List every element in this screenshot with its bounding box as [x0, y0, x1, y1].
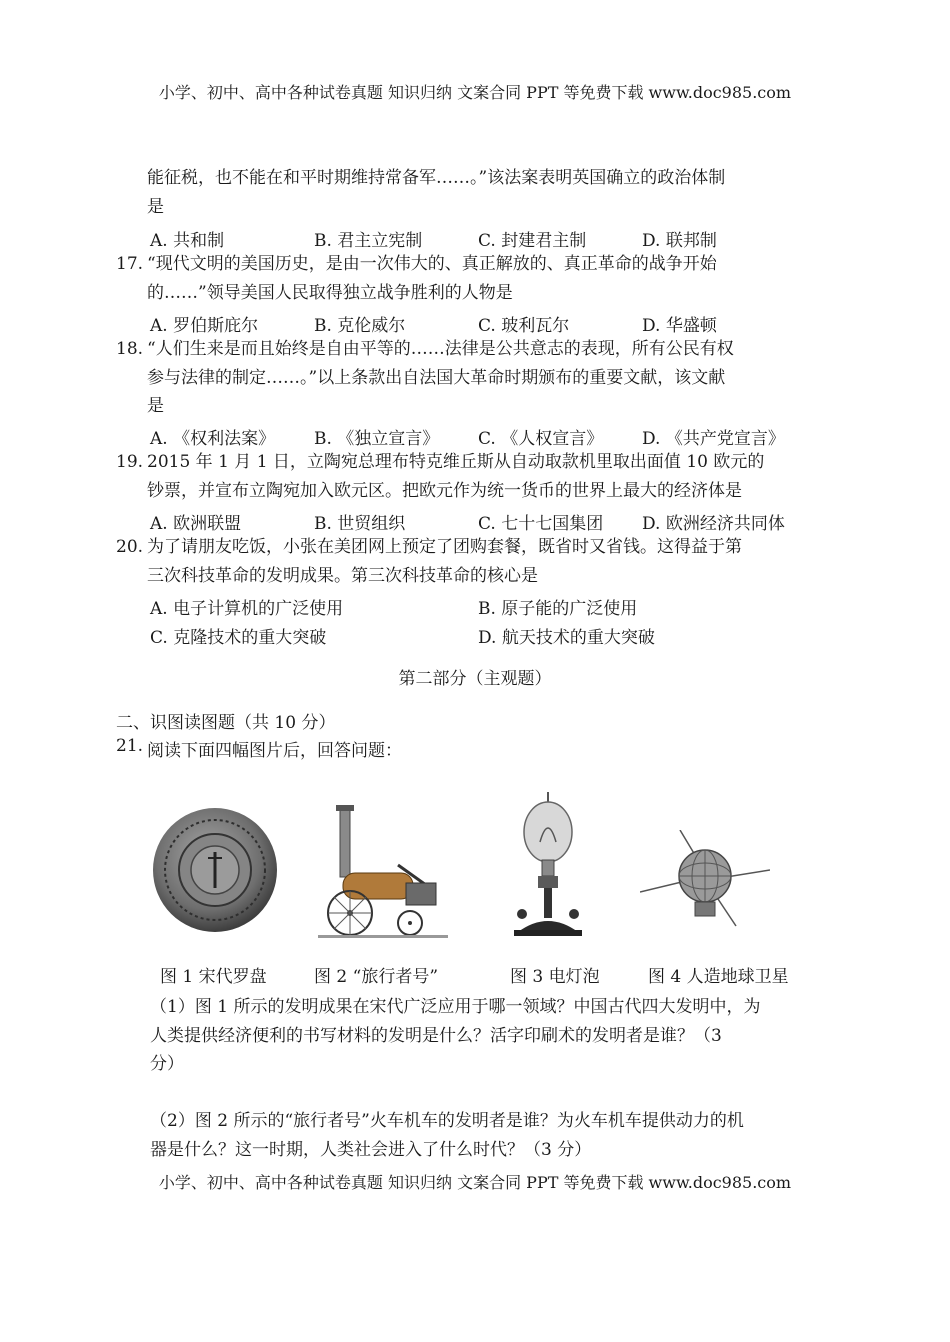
q17-option-d: D. 华盛顿	[642, 316, 717, 336]
q21-intro: 阅读下面四幅图片后，回答问题：	[147, 741, 402, 761]
q21-sub1-line2: 人类提供经济便利的书写材料的发明是什么？活字印刷术的发明者是谁？（3	[150, 1026, 722, 1046]
q16-option-b: B. 君主立宪制	[314, 231, 423, 251]
q17-line1: “现代文明的美国历史，是由一次伟大的、真正解放的、真正革命的战争开始	[147, 254, 717, 274]
q21-sub1-line1: （1）图 1 所示的发明成果在宋代广泛应用于哪一领域？中国古代四大发明中，为	[150, 997, 761, 1017]
q18-number: 18.	[116, 339, 144, 359]
q20-option-d: D. 航天技术的重大突破	[478, 628, 655, 648]
q18-option-c: C. 《人权宣言》	[478, 429, 604, 449]
q16-option-c: C. 封建君主制	[478, 231, 587, 251]
q17-line2: 的……”领导美国人民取得独立战争胜利的人物是	[147, 283, 513, 303]
q17-option-c: C. 玻利瓦尔	[478, 316, 570, 336]
q20-option-b: B. 原子能的广泛使用	[478, 599, 638, 619]
q18-option-a: A. 《权利法案》	[150, 429, 276, 449]
q16-line1: 能征税，也不能在和平时期维持常备军……。”该法案表明英国确立的政治体制	[147, 168, 726, 188]
figure3-caption: 图 3 电灯泡	[510, 967, 600, 987]
q17-option-b: B. 克伦威尔	[314, 316, 406, 336]
q17-option-a: A. 罗伯斯庇尔	[150, 316, 259, 336]
q19-option-d: D. 欧洲经济共同体	[642, 514, 785, 534]
q18-line2: 参与法律的制定……。”以上条款出自法国大革命时期颁布的重要文献，该文献	[147, 368, 726, 388]
q18-option-b: B. 《独立宣言》	[314, 429, 440, 449]
q18-option-d: D. 《共产党宣言》	[642, 429, 785, 449]
q19-option-c: C. 七十七国集团	[478, 514, 604, 534]
q21-sub2-line2: 器是什么？这一时期，人类社会进入了什么时代？（3 分）	[150, 1140, 592, 1160]
q16-option-a: A. 共和制	[150, 231, 225, 251]
q19-line1: 2015 年 1 月 1 日，立陶宛总理布特克维丘斯从自动取款机里取出面值 10 欧元的	[147, 452, 765, 472]
page-footer: 小学、初中、高中各种试卷真题 知识归纳 文案合同 PPT 等免费下载 www.doc985.com	[158, 1173, 792, 1192]
rocket-locomotive-image	[318, 805, 448, 940]
q20-option-a: A. 电子计算机的广泛使用	[150, 599, 344, 619]
q21-number: 21.	[116, 736, 144, 756]
q21-sub2-line1: （2）图 2 所示的“旅行者号”火车机车的发明者是谁？为火车机车提供动力的机	[150, 1111, 744, 1131]
q16-option-d: D. 联邦制	[642, 231, 717, 251]
q18-line3: 是	[147, 396, 164, 416]
section2-title: 二、识图读图题（共 10 分）	[116, 713, 336, 733]
q16-line2: 是	[147, 197, 164, 217]
q17-number: 17.	[116, 254, 144, 274]
q20-line1: 为了请朋友吃饭，小张在美团网上预定了团购套餐，既省时又省钱。这得益于第	[147, 537, 742, 557]
page-header: 小学、初中、高中各种试卷真题 知识归纳 文案合同 PPT 等免费下载 www.doc985.com	[158, 83, 792, 102]
q18-line1: “人们生来是而且始终是自由平等的……法律是公共意志的表现，所有公民有权	[147, 339, 734, 359]
figure2-caption: 图 2 “旅行者号”	[314, 967, 439, 987]
q20-number: 20.	[116, 537, 144, 557]
q20-line2: 三次科技革命的发明成果。第三次科技革命的核心是	[147, 566, 538, 586]
figure4-caption: 图 4 人造地球卫星	[648, 967, 789, 987]
q19-number: 19.	[116, 452, 144, 472]
q21-sub1-line3: 分）	[150, 1054, 184, 1074]
satellite-image	[640, 830, 770, 930]
song-compass-image	[150, 800, 280, 940]
q20-option-c: C. 克隆技术的重大突破	[150, 628, 327, 648]
figure1-caption: 图 1 宋代罗盘	[160, 967, 267, 987]
q19-option-a: A. 欧洲联盟	[150, 514, 242, 534]
q19-option-b: B. 世贸组织	[314, 514, 406, 534]
q19-line2: 钞票，并宣布立陶宛加入欧元区。把欧元作为统一货币的世界上最大的经济体是	[147, 481, 742, 501]
light-bulb-image	[508, 792, 588, 942]
part2-title: 第二部分（主观题）	[398, 669, 552, 689]
